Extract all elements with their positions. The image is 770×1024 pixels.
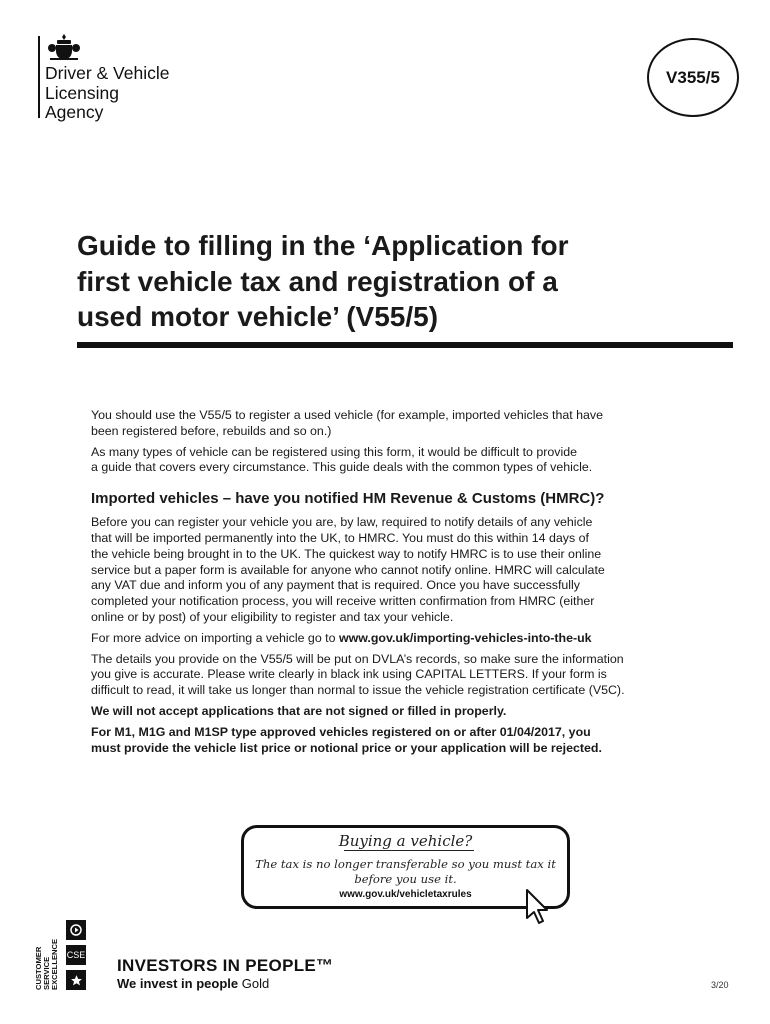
investors-in-people-logo: INVESTORS IN PEOPLE™ [117,956,334,975]
text-line: As many types of vehicle can be registered using this form, it would be difficult to provide [91,444,578,459]
text-line: been registered before, rebuilds and so on.) [91,423,332,438]
cse-badge-text: CSE [66,950,86,960]
text-line: any VAT due and inform you of any payment that is required. Once you have successfully [91,578,581,593]
warning-signed [91,704,691,720]
agency-line: Licensing [45,82,119,103]
form-code: V355/5 [666,67,720,87]
cse-badge [66,945,86,965]
text-line: you give is accurate. Please write clearly in black ink using CAPITAL LETTERS. If your form is [91,667,607,682]
text-line: EXCELLENCE [50,938,59,990]
print-date-code: 3/20 [711,980,729,990]
callout-underline [344,850,474,851]
vehicle-tax-rules-link[interactable]: www.gov.uk/vehicletaxrules [339,889,472,900]
title-line: used motor vehicle’ (V55/5) [77,301,439,332]
iip-tagline [117,976,269,991]
text-line: completed your notification process, you will receive written confirmation from HMRC (either [91,594,595,609]
agency-line: Agency [45,102,104,122]
text-line: must provide the vehicle list price or notional price or your application will be rejected. [91,740,602,755]
accuracy-paragraph [91,652,691,699]
text-line: that will be imported permanently into the UK, to HMRC. You must do this within 14 days of [91,530,589,545]
agency-name [45,64,170,123]
text-line: SERVICE [42,956,51,990]
cse-play-icon [66,920,86,940]
intro-paragraph-2 [91,445,691,477]
cse-label [35,939,59,990]
form-code-badge [647,38,739,117]
text-line: difficult to read, it will take us longer than normal to issue the vehicle registration certificate (V5C). [91,683,625,698]
text-line: The details you provide on the V55/5 will be put on DVLA’s records, so make sure the information [91,651,624,666]
title-line: Guide to filling in the ‘Application for [77,230,569,261]
royal-crest-icon [47,32,81,62]
mouse-cursor-icon [525,888,551,926]
text-line: Before you can register your vehicle you are, by law, required to notify details of any vehicle [91,515,593,530]
title-divider [77,342,733,348]
text-line: For M1, M1G and M1SP type approved vehicles registered on or after 01/04/2017, you [91,724,591,739]
page-title [77,228,717,335]
hmrc-paragraph [91,515,691,626]
text-line: before you use it. [354,872,457,886]
advice-text: For more advice on importing a vehicle go to [91,630,339,645]
text-line: CUSTOMER [34,946,43,990]
text-line: service but a paper form is available for anyone who cannot notify online. HMRC will calculate [91,562,605,577]
text-line: a guide that covers every circumstance. This guide deals with the common types of vehicle. [91,460,593,475]
advice-paragraph [91,631,691,647]
imported-vehicles-heading: Imported vehicles – have you notified HM Revenue & Customs (HMRC)? [91,490,605,508]
import-advice-link[interactable]: www.gov.uk/importing-vehicles-into-the-uk [338,630,592,645]
iip-tagline-text: We invest in people [117,976,239,991]
iip-level: Gold [241,976,270,991]
guide-body [91,408,691,761]
text-line: online or by post) of your eligibility to register and tax your vehicle. [91,609,454,624]
buying-vehicle-callout [241,825,570,909]
text-line [91,631,691,647]
warning-list-price [91,725,691,757]
logo-divider [38,36,40,118]
intro-paragraph-1 [91,408,691,440]
callout-text [244,857,567,887]
text-line: You should use the V55/5 to register a used vehicle (for example, imported vehicles that have [91,408,603,422]
text-line: The tax is no longer transferable so you must tax it [255,857,556,871]
text-line: We will not accept applications that are not signed or filled in properly. [91,703,507,718]
title-line: first vehicle tax and registration of a [77,265,558,297]
cse-star-icon [66,970,86,990]
text-line: the vehicle being brought in to the UK. The quickest way to notify HMRC is to use their online [91,546,602,561]
callout-heading: Buying a vehicle? [338,832,473,850]
agency-line: Driver & Vehicle [45,63,170,83]
